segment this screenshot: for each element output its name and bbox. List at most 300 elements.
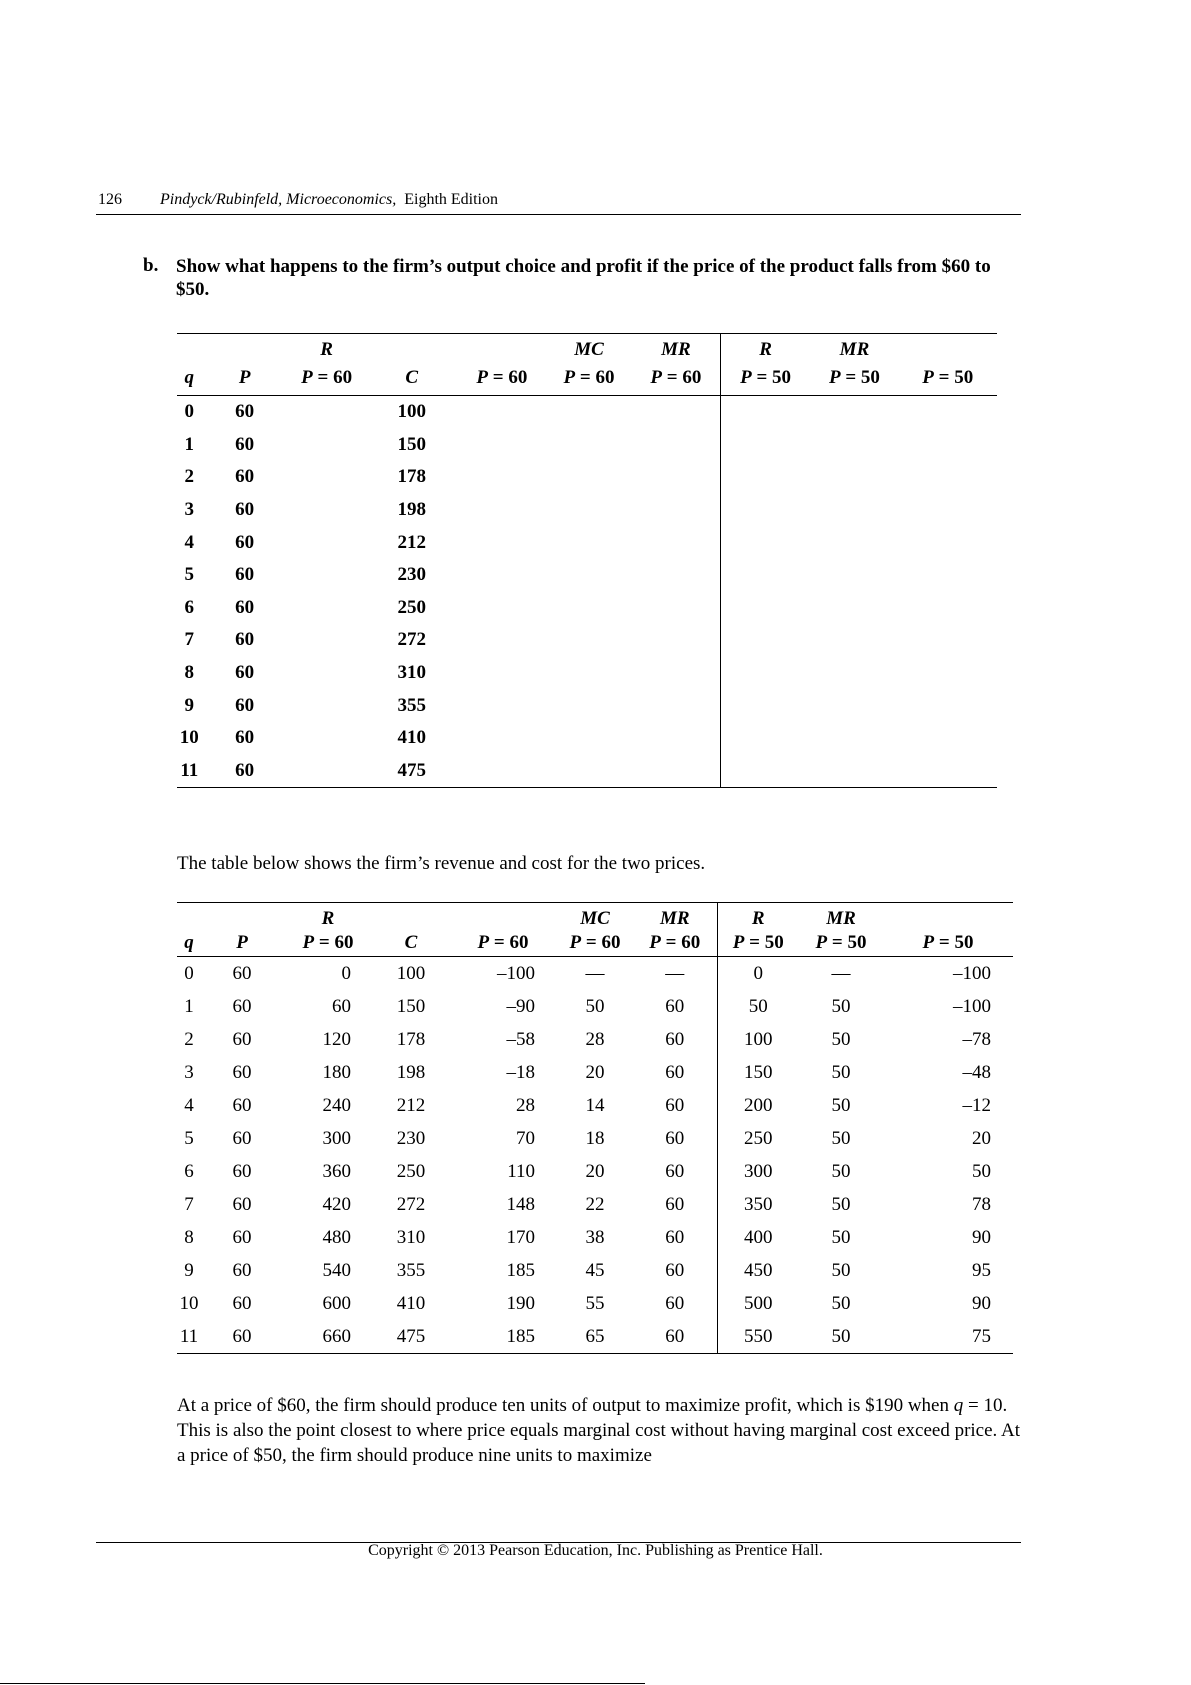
table-cell: 0 [184, 401, 195, 423]
question-text: Show what happens to the firm’s output choice and profit if the price of the product falls from $60 to $50. [176, 256, 991, 300]
table-cell [720, 657, 810, 690]
column-header: q [177, 930, 201, 957]
table-cell: 60 [235, 564, 255, 586]
table-cell: 50 [831, 1193, 851, 1215]
column-header: P = 60 [288, 361, 366, 396]
table-cell: 198 [396, 1061, 426, 1083]
table-cell [458, 461, 546, 494]
table-row [177, 624, 997, 657]
table-row [177, 592, 997, 625]
table-cell: 212 [397, 531, 426, 553]
table-cell [546, 526, 632, 559]
table-row [177, 1188, 1013, 1221]
column-header [201, 903, 283, 931]
edition: Eighth Edition [404, 191, 498, 208]
table-row [177, 461, 997, 494]
table-cell: 60 [232, 1028, 252, 1050]
table-cell [810, 689, 898, 722]
intro-text: The table below shows the firm’s revenue and cost for the two prices. [177, 853, 706, 874]
copyright-footer: Copyright © 2013 Pearson Education, Inc. Publishing as Prentice Hall. [368, 1542, 823, 1559]
table-row [177, 957, 1013, 991]
column-header: P = 60 [449, 930, 557, 957]
table-row [177, 990, 1013, 1023]
table-cell: 60 [232, 1292, 252, 1314]
table-cell: 9 [184, 1259, 194, 1281]
column-header: P = 50 [799, 930, 883, 957]
table-cell [288, 592, 366, 625]
table-cell: 60 [232, 1259, 252, 1281]
table-cell [458, 592, 546, 625]
table-cell: 5 [184, 564, 195, 586]
table-cell [899, 429, 997, 462]
table-cell [632, 526, 720, 559]
table-cell: 20 [972, 1127, 991, 1149]
table-cell: — [585, 962, 605, 984]
table-row [177, 657, 997, 690]
table-cell [720, 624, 810, 657]
table-cell: 60 [235, 433, 255, 455]
table-cell [288, 624, 366, 657]
table-cell: 60 [232, 995, 252, 1017]
table-cell: 550 [744, 1325, 773, 1347]
table-cell: — [831, 962, 851, 984]
table-cell: 50 [972, 1160, 991, 1182]
table-cell: 60 [235, 466, 255, 488]
column-header: P = 50 [899, 361, 997, 396]
table-cell [458, 526, 546, 559]
table-cell: 300 [744, 1160, 773, 1182]
table-cell: 60 [633, 1254, 717, 1287]
table-cell: –18 [506, 1061, 535, 1083]
table-cell [632, 755, 720, 788]
table-cell [810, 429, 898, 462]
table-cell [720, 494, 810, 527]
table-cell: 55 [585, 1292, 605, 1314]
table-cell: 4 [184, 1094, 194, 1116]
table-cell: 1 [184, 995, 194, 1017]
table-cell: 300 [322, 1127, 351, 1149]
column-header: P = 60 [632, 361, 720, 396]
table-cell: 18 [585, 1127, 605, 1149]
column-header: MR [633, 903, 717, 931]
table-cell: 178 [397, 466, 426, 488]
table-cell: 212 [396, 1094, 426, 1116]
table-cell [810, 526, 898, 559]
table-cell: 60 [235, 629, 255, 651]
table-cell [899, 559, 997, 592]
table-cell: 7 [184, 1193, 194, 1215]
table-cell [720, 592, 810, 625]
table-cell: 60 [633, 1023, 717, 1056]
table-row [177, 722, 997, 755]
table-cell [458, 657, 546, 690]
table-cell: 110 [507, 1160, 535, 1182]
column-header: P = 50 [720, 361, 810, 396]
table-cell: 310 [396, 1226, 426, 1248]
table-cell: 50 [748, 995, 768, 1017]
table-cell [288, 559, 366, 592]
table-cell: 11 [179, 1325, 199, 1347]
table-cell: 2 [184, 466, 195, 488]
question-label: b. [143, 255, 159, 276]
table-cell [458, 429, 546, 462]
table-cell: 10 [179, 727, 199, 749]
table-cell: 60 [633, 1089, 717, 1122]
table-cell [632, 624, 720, 657]
table-cell: 60 [633, 1320, 717, 1354]
table-row [177, 1221, 1013, 1254]
table-cell: 60 [235, 531, 255, 553]
table-cell [720, 689, 810, 722]
table-cell: 60 [235, 727, 255, 749]
table-cell: 500 [744, 1292, 773, 1314]
table-cell: 360 [322, 1160, 351, 1182]
table-cell: 450 [744, 1259, 773, 1281]
table-cell: –100 [497, 962, 535, 984]
table-cell: 355 [396, 1259, 426, 1281]
table-cell: 90 [972, 1292, 991, 1314]
table-cell: 198 [397, 499, 426, 521]
table-row [177, 1122, 1013, 1155]
table-cell: 60 [235, 662, 255, 684]
table-cell [899, 592, 997, 625]
table-cell: 22 [585, 1193, 605, 1215]
table-cell [810, 559, 898, 592]
table-cell: 28 [516, 1094, 535, 1116]
table-cell: 100 [744, 1028, 773, 1050]
table-cell: 100 [397, 401, 426, 423]
book-title: Pindyck/Rubinfeld, Microeconomics, [160, 191, 397, 208]
table-cell: 540 [322, 1259, 351, 1281]
blank-worksheet-table [177, 333, 997, 788]
table-cell: 150 [397, 433, 426, 455]
table-cell: 1 [184, 433, 195, 455]
column-header [449, 903, 557, 931]
table-cell [899, 494, 997, 527]
running-header [160, 191, 498, 209]
table-cell [632, 494, 720, 527]
table-cell [546, 494, 632, 527]
table-cell [899, 755, 997, 788]
table-cell: 60 [633, 1188, 717, 1221]
table-cell: 0 [753, 962, 763, 984]
table-cell: 400 [744, 1226, 773, 1248]
table-cell [546, 624, 632, 657]
table-cell [458, 624, 546, 657]
table-cell: 60 [232, 1226, 252, 1248]
table-cell: 60 [232, 1127, 252, 1149]
table-cell: 8 [184, 662, 195, 684]
table-cell: 230 [397, 564, 426, 586]
table-cell [632, 429, 720, 462]
table-cell: 2 [184, 1028, 194, 1050]
column-header: MC [580, 908, 610, 929]
table-cell: 250 [397, 596, 426, 618]
table-cell [632, 592, 720, 625]
table-row [177, 494, 997, 527]
table-cell: 178 [396, 1028, 426, 1050]
table-cell: 60 [235, 499, 255, 521]
table-cell [632, 396, 720, 429]
column-header [899, 334, 997, 362]
table-cell [546, 592, 632, 625]
table-cell: –90 [506, 995, 535, 1017]
q-variable: q [953, 1395, 964, 1416]
table-cell: 60 [235, 759, 255, 781]
table-cell: 355 [397, 694, 426, 716]
column-header: R [321, 908, 335, 929]
table-cell: 250 [396, 1160, 426, 1182]
column-header: MR [839, 339, 870, 360]
table-cell: 78 [972, 1193, 991, 1215]
table-cell [720, 559, 810, 592]
table-cell [899, 396, 997, 429]
table-row [177, 755, 997, 788]
table-cell: 50 [831, 1061, 851, 1083]
table-cell: 120 [322, 1028, 351, 1050]
table-cell: 100 [396, 962, 426, 984]
table-row [177, 1023, 1013, 1056]
table-cell [899, 722, 997, 755]
conclusion-part2: = 10. This is also the point closest to where price equals marginal cost without having marginal cost exceed price. At a price of $50, the firm should produce nine units to maximize [177, 1395, 1021, 1466]
table-cell: 190 [506, 1292, 535, 1314]
table-cell [810, 722, 898, 755]
table-row [177, 689, 997, 722]
table-cell: 60 [232, 1193, 252, 1215]
table-cell [458, 396, 546, 429]
table-cell [458, 559, 546, 592]
table-cell: 185 [506, 1259, 535, 1281]
table-cell: 4 [184, 531, 195, 553]
table-cell: 50 [831, 1226, 851, 1248]
table-cell [632, 722, 720, 755]
table-cell: 60 [232, 1094, 252, 1116]
table-cell [720, 526, 810, 559]
column-header: q [177, 361, 202, 396]
table-cell: 50 [831, 1094, 851, 1116]
column-header: P = 60 [458, 361, 546, 396]
table-cell: 60 [633, 990, 717, 1023]
table-cell: 8 [184, 1226, 194, 1248]
table-cell: 200 [744, 1094, 773, 1116]
table-cell [720, 396, 810, 429]
table-cell: 240 [322, 1094, 351, 1116]
table-cell [810, 494, 898, 527]
table-cell: –78 [962, 1028, 991, 1050]
table-cell: 5 [184, 1127, 194, 1149]
table-cell [546, 689, 632, 722]
column-header: R [759, 339, 772, 360]
table-cell: 11 [180, 759, 199, 781]
table-cell [899, 624, 997, 657]
table-cell [810, 592, 898, 625]
table-cell: 20 [585, 1061, 605, 1083]
table-cell: 60 [232, 1061, 252, 1083]
table-row [177, 1155, 1013, 1188]
table-cell: 0 [341, 962, 351, 984]
table-cell [546, 429, 632, 462]
table-cell [288, 722, 366, 755]
revenue-cost-table [177, 902, 1013, 1354]
table-cell: 50 [831, 1160, 851, 1182]
table-cell [288, 657, 366, 690]
table-cell: 50 [831, 1259, 851, 1281]
table-cell: 150 [744, 1061, 773, 1083]
table-cell: 660 [322, 1325, 351, 1347]
table-cell [899, 526, 997, 559]
table-cell: 95 [972, 1259, 991, 1281]
table-cell: 75 [972, 1325, 991, 1347]
table-cell: 600 [322, 1292, 351, 1314]
table-cell: 50 [585, 995, 605, 1017]
table-row [177, 396, 997, 429]
table-cell: 420 [322, 1193, 351, 1215]
column-header: C [366, 361, 458, 396]
table-cell [720, 429, 810, 462]
table-cell: 14 [585, 1094, 605, 1116]
table-cell: 475 [396, 1325, 426, 1347]
table-cell: 28 [585, 1028, 605, 1050]
table-cell [810, 396, 898, 429]
table-cell [632, 657, 720, 690]
table-row [177, 526, 997, 559]
column-header: C [373, 930, 449, 957]
table-cell [546, 461, 632, 494]
table-cell: 480 [322, 1226, 351, 1248]
column-header: MC [574, 339, 604, 360]
table-cell: 60 [232, 1325, 252, 1347]
column-header: P = 60 [557, 930, 633, 957]
column-header [366, 334, 458, 362]
column-header: P = 60 [283, 930, 373, 957]
column-header: MR [632, 334, 720, 362]
table-cell: 60 [332, 995, 351, 1017]
column-header: P = 50 [883, 930, 1013, 957]
table-cell [458, 722, 546, 755]
column-header: P = 50 [810, 361, 898, 396]
table-row [177, 559, 997, 592]
table-cell: 50 [831, 1127, 851, 1149]
table-cell: 50 [831, 1292, 851, 1314]
table-cell: 60 [633, 1287, 717, 1320]
table-cell [720, 461, 810, 494]
table-cell [288, 755, 366, 788]
table-cell: 475 [397, 759, 426, 781]
table-cell [899, 461, 997, 494]
table-cell [546, 396, 632, 429]
table-cell: 3 [184, 1061, 194, 1083]
table-cell: –12 [962, 1094, 991, 1116]
table-cell: — [633, 957, 717, 991]
table-cell [288, 494, 366, 527]
table-cell [810, 624, 898, 657]
table-row [177, 1089, 1013, 1122]
table-cell: –100 [953, 962, 991, 984]
table-cell: 180 [322, 1061, 351, 1083]
table-cell: –48 [962, 1061, 991, 1083]
column-header [202, 334, 288, 362]
table-cell [546, 657, 632, 690]
table-cell: 170 [506, 1226, 535, 1248]
table-cell: 50 [831, 1325, 851, 1347]
table-cell [810, 755, 898, 788]
column-header [458, 334, 546, 362]
table-cell [458, 494, 546, 527]
table-cell: –58 [506, 1028, 535, 1050]
column-header [177, 334, 202, 362]
column-header: P = 50 [717, 930, 799, 957]
table-cell: 9 [184, 694, 195, 716]
table-cell [899, 657, 997, 690]
table-cell: 10 [179, 1292, 199, 1314]
column-header [883, 903, 1013, 931]
table-cell: 60 [633, 1122, 717, 1155]
table-cell: 50 [831, 1028, 851, 1050]
table-cell: 150 [396, 995, 426, 1017]
table-cell: 60 [235, 596, 255, 618]
table-cell: 0 [184, 962, 194, 984]
table-cell: 20 [585, 1160, 605, 1182]
conclusion-part1: At a price of $60, the firm should produce ten units of output to maximize profit, which is $190 when [177, 1395, 954, 1416]
table-cell: 45 [585, 1259, 605, 1281]
table-cell: 60 [232, 962, 252, 984]
table-cell: 50 [831, 995, 851, 1017]
table-cell: 7 [184, 629, 195, 651]
table-cell: 350 [744, 1193, 773, 1215]
table-cell: 90 [972, 1226, 991, 1248]
table-cell [288, 429, 366, 462]
column-header [177, 903, 201, 931]
table-cell: 230 [396, 1127, 426, 1149]
column-header: R [751, 908, 765, 929]
table-cell [288, 689, 366, 722]
table-cell [810, 657, 898, 690]
column-header: P [202, 361, 288, 396]
table-cell: 185 [506, 1325, 535, 1347]
conclusion-paragraph [177, 1393, 1027, 1468]
table-cell [632, 689, 720, 722]
table-cell: 70 [516, 1127, 535, 1149]
table-cell: 310 [397, 662, 426, 684]
header-rule [96, 214, 1021, 215]
table-cell [458, 689, 546, 722]
table-cell: 410 [397, 727, 426, 749]
table-cell [720, 722, 810, 755]
table-cell: 148 [506, 1193, 535, 1215]
table-cell: 6 [184, 1160, 194, 1182]
table-row [177, 1320, 1013, 1354]
table-cell: 60 [633, 1221, 717, 1254]
table-cell: 60 [633, 1155, 717, 1188]
table-cell [720, 755, 810, 788]
table-row [177, 1056, 1013, 1089]
table-cell: 410 [396, 1292, 426, 1314]
table-row [177, 429, 997, 462]
table-row [177, 1287, 1013, 1320]
column-header: P [201, 930, 283, 957]
table-cell: 250 [744, 1127, 773, 1149]
table-cell: 3 [184, 499, 195, 521]
page-number: 126 [98, 191, 122, 208]
table-cell: 6 [184, 596, 195, 618]
table-cell: 60 [235, 694, 255, 716]
column-header: R [320, 339, 333, 360]
table-cell [899, 689, 997, 722]
table-cell [288, 396, 366, 429]
table-cell: 60 [633, 1056, 717, 1089]
table-cell [632, 461, 720, 494]
column-header: MR [826, 908, 856, 929]
